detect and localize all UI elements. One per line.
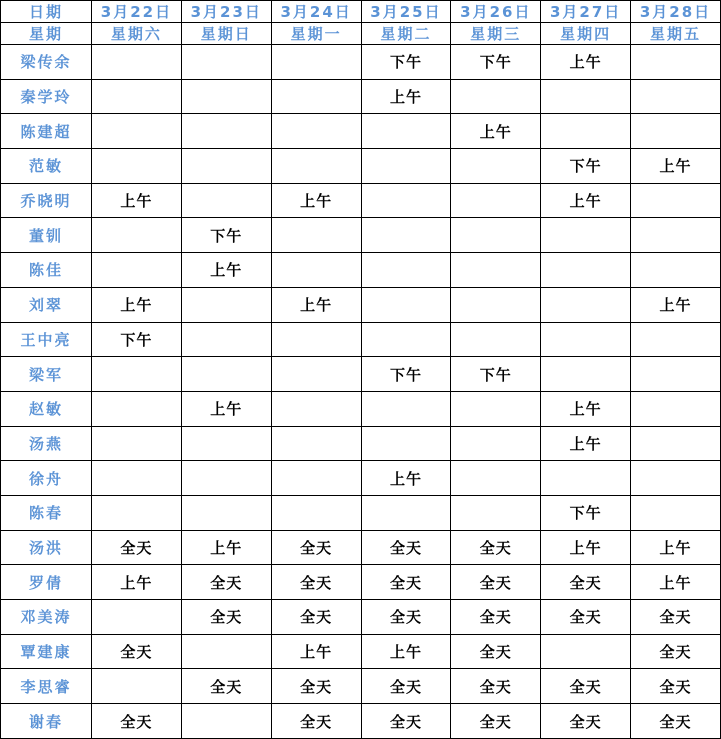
schedule-cell[interactable] [271, 357, 361, 392]
schedule-cell[interactable] [541, 253, 631, 288]
schedule-cell[interactable] [361, 183, 451, 218]
schedule-cell[interactable]: 全天 [271, 704, 361, 739]
schedule-cell[interactable]: 全天 [271, 669, 361, 704]
person-name-cell[interactable]: 汤洪 [1, 530, 92, 565]
person-name-cell[interactable]: 覃建康 [1, 634, 92, 669]
schedule-cell[interactable] [361, 114, 451, 149]
schedule-cell[interactable] [541, 322, 631, 357]
schedule-cell[interactable]: 全天 [451, 704, 541, 739]
schedule-cell[interactable] [92, 218, 182, 253]
schedule-cell[interactable] [92, 79, 182, 114]
schedule-cell[interactable]: 全天 [451, 634, 541, 669]
schedule-cell[interactable]: 全天 [451, 565, 541, 600]
table-row [1, 183, 721, 218]
schedule-body [1, 45, 721, 739]
person-name-cell[interactable]: 徐舟 [1, 461, 92, 496]
schedule-cell[interactable] [271, 495, 361, 530]
table-row [1, 600, 721, 635]
schedule-cell[interactable]: 上午 [541, 391, 631, 426]
date-header-cell[interactable]: 3月23日 [181, 1, 271, 23]
schedule-cell[interactable] [451, 426, 541, 461]
date-header-cell[interactable]: 3月26日 [451, 1, 541, 23]
schedule-cell[interactable]: 全天 [631, 634, 721, 669]
schedule-cell[interactable] [451, 495, 541, 530]
schedule-cell[interactable]: 全天 [631, 704, 721, 739]
table-row [1, 426, 721, 461]
schedule-cell[interactable] [361, 149, 451, 184]
schedule-cell[interactable]: 全天 [451, 669, 541, 704]
schedule-cell[interactable] [631, 357, 721, 392]
schedule-cell[interactable]: 上午 [541, 45, 631, 80]
schedule-cell[interactable]: 全天 [271, 600, 361, 635]
schedule-cell[interactable] [631, 391, 721, 426]
schedule-cell[interactable] [181, 634, 271, 669]
schedule-cell[interactable] [451, 391, 541, 426]
schedule-cell[interactable] [181, 357, 271, 392]
schedule-cell[interactable]: 全天 [271, 565, 361, 600]
schedule-cell[interactable]: 全天 [541, 704, 631, 739]
corner-date-label[interactable]: 日期 [1, 1, 92, 23]
week-header-row [1, 23, 721, 45]
date-header-cell[interactable]: 3月27日 [541, 1, 631, 23]
schedule-cell[interactable] [92, 45, 182, 80]
schedule-cell[interactable]: 上午 [271, 183, 361, 218]
schedule-cell[interactable]: 全天 [631, 669, 721, 704]
schedule-cell[interactable]: 全天 [451, 530, 541, 565]
person-name-cell[interactable]: 董钏 [1, 218, 92, 253]
table-row [1, 530, 721, 565]
schedule-cell[interactable] [271, 426, 361, 461]
schedule-cell[interactable]: 全天 [361, 565, 451, 600]
schedule-cell[interactable]: 上午 [541, 183, 631, 218]
schedule-cell[interactable]: 上午 [361, 79, 451, 114]
schedule-cell[interactable]: 全天 [451, 600, 541, 635]
person-name-cell[interactable]: 李思睿 [1, 669, 92, 704]
table-row [1, 669, 721, 704]
person-name-cell[interactable]: 罗倩 [1, 565, 92, 600]
schedule-cell[interactable] [631, 495, 721, 530]
schedule-cell[interactable]: 上午 [631, 530, 721, 565]
schedule-cell[interactable] [92, 149, 182, 184]
schedule-cell[interactable] [541, 218, 631, 253]
schedule-cell[interactable]: 全天 [541, 565, 631, 600]
person-name-cell[interactable]: 邓美涛 [1, 600, 92, 635]
schedule-cell[interactable]: 上午 [631, 149, 721, 184]
schedule-cell[interactable] [451, 287, 541, 322]
schedule-cell[interactable]: 上午 [271, 634, 361, 669]
schedule-cell[interactable] [181, 426, 271, 461]
schedule-cell[interactable] [631, 426, 721, 461]
schedule-cell[interactable]: 上午 [181, 253, 271, 288]
schedule-cell[interactable] [541, 461, 631, 496]
table-row [1, 79, 721, 114]
date-header-cell[interactable]: 3月25日 [361, 1, 451, 23]
schedule-cell[interactable]: 下午 [451, 45, 541, 80]
schedule-cell[interactable] [271, 218, 361, 253]
schedule-cell[interactable] [451, 79, 541, 114]
table-row [1, 287, 721, 322]
schedule-cell[interactable]: 下午 [541, 149, 631, 184]
schedule-cell[interactable] [361, 287, 451, 322]
week-header-cell[interactable]: 星期六 [92, 23, 182, 45]
schedule-cell[interactable]: 全天 [361, 704, 451, 739]
week-header-cell[interactable]: 星期二 [361, 23, 451, 45]
table-row [1, 495, 721, 530]
week-header-cell[interactable]: 星期三 [451, 23, 541, 45]
schedule-cell[interactable] [451, 253, 541, 288]
schedule-cell[interactable] [181, 114, 271, 149]
schedule-cell[interactable] [541, 634, 631, 669]
schedule-cell[interactable] [271, 461, 361, 496]
date-header-cell[interactable]: 3月28日 [631, 1, 721, 23]
schedule-cell[interactable] [92, 114, 182, 149]
person-name-cell[interactable]: 刘翠 [1, 287, 92, 322]
schedule-cell[interactable]: 上午 [631, 287, 721, 322]
schedule-cell[interactable]: 下午 [451, 357, 541, 392]
week-header-cell[interactable]: 星期五 [631, 23, 721, 45]
schedule-cell[interactable] [181, 45, 271, 80]
schedule-cell[interactable] [451, 218, 541, 253]
schedule-cell[interactable]: 全天 [181, 600, 271, 635]
table-row [1, 391, 721, 426]
schedule-cell[interactable]: 上午 [271, 287, 361, 322]
schedule-cell[interactable]: 下午 [181, 218, 271, 253]
corner-week-label[interactable]: 星期 [1, 23, 92, 45]
person-name-cell[interactable]: 陈建超 [1, 114, 92, 149]
schedule-cell[interactable] [181, 495, 271, 530]
schedule-cell[interactable]: 全天 [631, 600, 721, 635]
schedule-cell[interactable] [361, 391, 451, 426]
schedule-cell[interactable] [271, 322, 361, 357]
schedule-cell[interactable] [92, 461, 182, 496]
schedule-cell[interactable] [361, 218, 451, 253]
schedule-cell[interactable]: 全天 [181, 565, 271, 600]
schedule-cell[interactable]: 上午 [541, 530, 631, 565]
date-header-cell[interactable]: 3月24日 [271, 1, 361, 23]
schedule-cell[interactable] [631, 114, 721, 149]
schedule-cell[interactable] [631, 218, 721, 253]
schedule-cell[interactable] [631, 253, 721, 288]
schedule-cell[interactable] [271, 114, 361, 149]
schedule-cell[interactable] [631, 461, 721, 496]
schedule-cell[interactable] [361, 253, 451, 288]
person-name-cell[interactable]: 陈佳 [1, 253, 92, 288]
schedule-cell[interactable]: 全天 [181, 669, 271, 704]
schedule-cell[interactable] [181, 149, 271, 184]
person-name-cell[interactable]: 范敏 [1, 149, 92, 184]
schedule-cell[interactable] [451, 461, 541, 496]
schedule-cell[interactable]: 上午 [92, 183, 182, 218]
schedule-cell[interactable] [92, 495, 182, 530]
schedule-cell[interactable] [271, 391, 361, 426]
person-name-cell[interactable]: 谢春 [1, 704, 92, 739]
schedule-cell[interactable] [631, 183, 721, 218]
table-row [1, 565, 721, 600]
schedule-cell[interactable] [361, 322, 451, 357]
schedule-cell[interactable] [92, 600, 182, 635]
schedule-cell[interactable]: 下午 [361, 45, 451, 80]
schedule-cell[interactable] [181, 79, 271, 114]
schedule-cell[interactable]: 全天 [361, 600, 451, 635]
date-header-row [1, 1, 721, 23]
schedule-cell[interactable]: 上午 [451, 114, 541, 149]
table-row [1, 114, 721, 149]
schedule-cell[interactable]: 上午 [181, 391, 271, 426]
table-row [1, 357, 721, 392]
schedule-cell[interactable] [631, 322, 721, 357]
person-name-cell[interactable]: 梁传余 [1, 45, 92, 80]
schedule-cell[interactable] [541, 79, 631, 114]
schedule-cell[interactable] [181, 183, 271, 218]
schedule-cell[interactable]: 下午 [92, 322, 182, 357]
schedule-cell[interactable] [92, 669, 182, 704]
person-name-cell[interactable]: 陈春 [1, 495, 92, 530]
schedule-cell[interactable]: 上午 [92, 565, 182, 600]
table-row [1, 218, 721, 253]
person-name-cell[interactable]: 梁军 [1, 357, 92, 392]
schedule-cell[interactable] [181, 322, 271, 357]
week-header-cell[interactable]: 星期一 [271, 23, 361, 45]
schedule-cell[interactable]: 上午 [92, 287, 182, 322]
schedule-cell[interactable] [181, 461, 271, 496]
table-row [1, 461, 721, 496]
table-row [1, 45, 721, 80]
date-header-cell[interactable]: 3月22日 [92, 1, 182, 23]
schedule-cell[interactable]: 全天 [92, 634, 182, 669]
table-row [1, 253, 721, 288]
schedule-cell[interactable]: 上午 [631, 565, 721, 600]
schedule-cell[interactable]: 全天 [361, 530, 451, 565]
schedule-cell[interactable] [361, 426, 451, 461]
schedule-cell[interactable] [181, 704, 271, 739]
table-row [1, 634, 721, 669]
schedule-cell[interactable]: 上午 [541, 426, 631, 461]
person-name-cell[interactable]: 乔晓明 [1, 183, 92, 218]
week-header-cell[interactable]: 星期日 [181, 23, 271, 45]
person-name-cell[interactable]: 赵敏 [1, 391, 92, 426]
schedule-cell[interactable] [92, 391, 182, 426]
schedule-cell[interactable] [92, 357, 182, 392]
week-header-cell[interactable]: 星期四 [541, 23, 631, 45]
schedule-cell[interactable]: 全天 [541, 669, 631, 704]
schedule-cell[interactable] [451, 149, 541, 184]
schedule-cell[interactable] [451, 322, 541, 357]
schedule-cell[interactable] [631, 79, 721, 114]
schedule-cell[interactable] [631, 45, 721, 80]
schedule-cell[interactable]: 全天 [271, 530, 361, 565]
schedule-cell[interactable] [271, 45, 361, 80]
schedule-cell[interactable]: 上午 [361, 461, 451, 496]
person-name-cell[interactable]: 秦学玲 [1, 79, 92, 114]
schedule-cell[interactable]: 下午 [361, 357, 451, 392]
table-row [1, 704, 721, 739]
schedule-cell[interactable]: 下午 [541, 495, 631, 530]
schedule-cell[interactable] [271, 149, 361, 184]
schedule-cell[interactable] [451, 183, 541, 218]
person-name-cell[interactable]: 汤燕 [1, 426, 92, 461]
schedule-cell[interactable] [92, 253, 182, 288]
schedule-cell[interactable]: 全天 [92, 530, 182, 565]
schedule-cell[interactable]: 上午 [361, 634, 451, 669]
schedule-cell[interactable] [361, 495, 451, 530]
schedule-cell[interactable] [92, 426, 182, 461]
schedule-cell[interactable] [271, 79, 361, 114]
schedule-cell[interactable] [541, 114, 631, 149]
schedule-cell[interactable]: 全天 [361, 669, 451, 704]
schedule-cell[interactable] [271, 253, 361, 288]
schedule-cell[interactable]: 上午 [181, 530, 271, 565]
schedule-cell[interactable]: 全天 [541, 600, 631, 635]
table-row [1, 322, 721, 357]
schedule-cell[interactable] [541, 287, 631, 322]
schedule-cell[interactable] [181, 287, 271, 322]
table-row [1, 149, 721, 184]
schedule-cell[interactable]: 全天 [92, 704, 182, 739]
person-name-cell[interactable]: 王中亮 [1, 322, 92, 357]
schedule-cell[interactable] [541, 357, 631, 392]
